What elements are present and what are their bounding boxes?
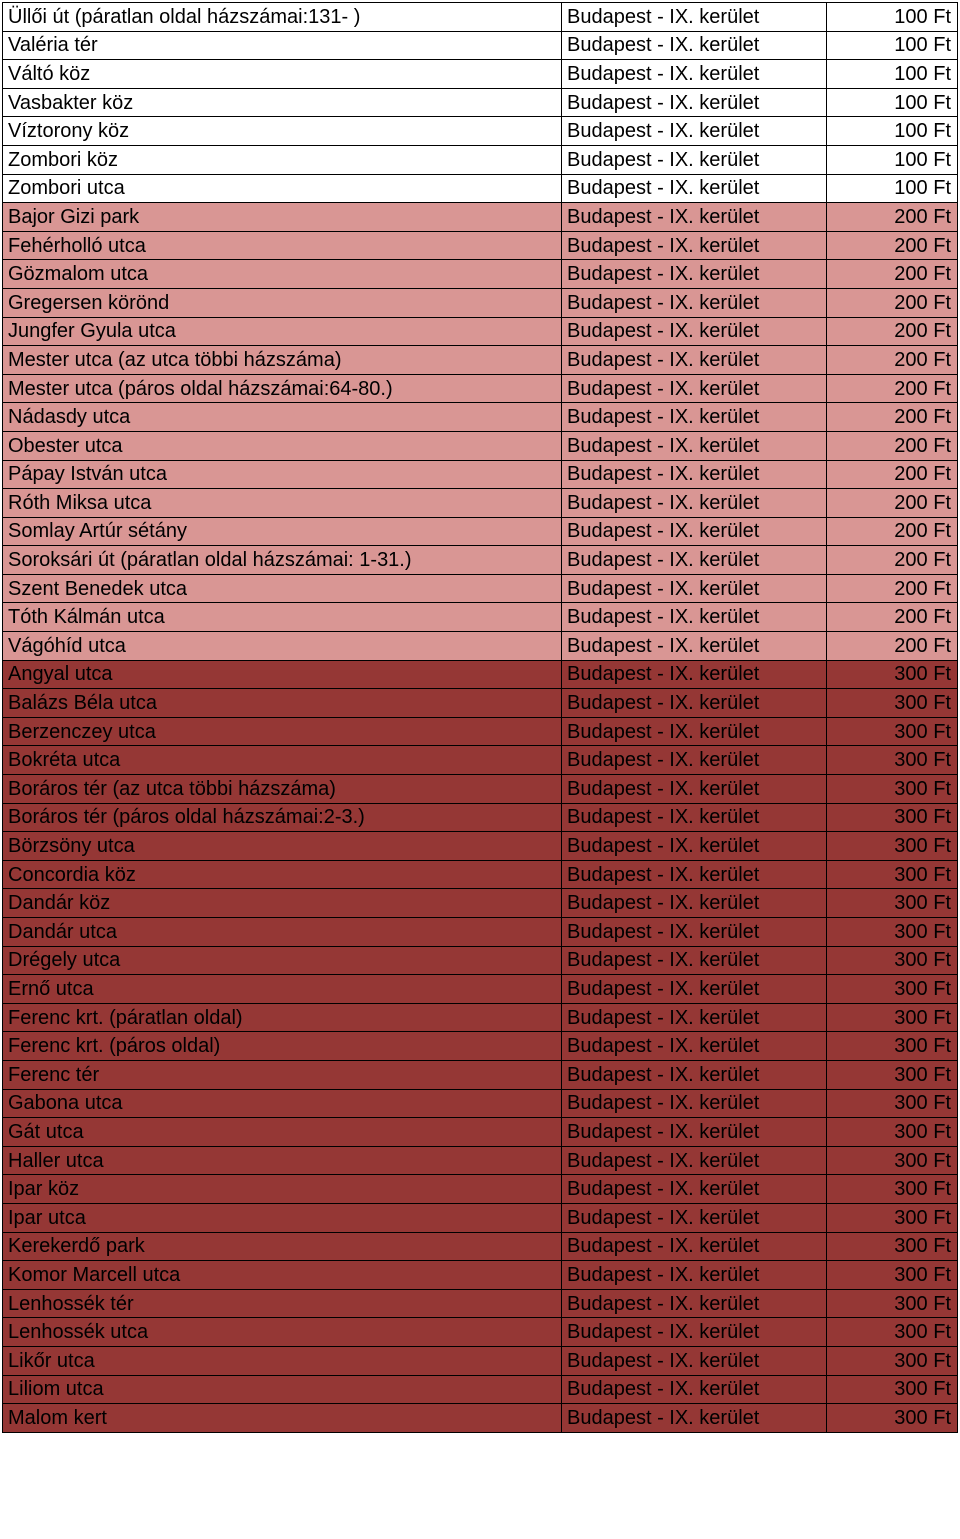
cell-district[interactable]: Budapest - IX. kerület (562, 1232, 827, 1261)
cell-street[interactable]: Tóth Kálmán utca (3, 603, 562, 632)
cell-street[interactable]: Váltó köz (3, 60, 562, 89)
cell-street[interactable]: Concordia köz (3, 860, 562, 889)
table-row (3, 1032, 958, 1061)
cell-district[interactable]: Budapest - IX. kerület (562, 1203, 827, 1232)
cell-price[interactable]: 300 Ft (827, 1346, 958, 1375)
table-row (3, 1060, 958, 1089)
table-row (3, 431, 958, 460)
cell-street[interactable]: Üllői út (páratlan oldal házszámai:131- ) (3, 3, 562, 32)
cell-district[interactable]: Budapest - IX. kerület (562, 117, 827, 146)
cell-street[interactable]: Somlay Artúr sétány (3, 517, 562, 546)
cell-district[interactable]: Budapest - IX. kerület (562, 1346, 827, 1375)
cell-price[interactable]: 300 Ft (827, 1003, 958, 1032)
cell-street[interactable]: Drégely utca (3, 946, 562, 975)
table-row (3, 717, 958, 746)
cell-district[interactable]: Budapest - IX. kerület (562, 1003, 827, 1032)
table-row (3, 31, 958, 60)
table-row (3, 803, 958, 832)
table-row (3, 1375, 958, 1404)
cell-street[interactable]: Fehérholló utca (3, 231, 562, 260)
cell-district[interactable]: Budapest - IX. kerület (562, 574, 827, 603)
cell-street[interactable]: Gregersen körönd (3, 288, 562, 317)
cell-price[interactable]: 300 Ft (827, 1404, 958, 1433)
table-row (3, 517, 958, 546)
cell-price[interactable]: 200 Ft (827, 460, 958, 489)
cell-street[interactable]: Ipar köz (3, 1175, 562, 1204)
cell-price[interactable]: 300 Ft (827, 660, 958, 689)
table-row (3, 374, 958, 403)
cell-district[interactable]: Budapest - IX. kerület (562, 517, 827, 546)
cell-price[interactable]: 200 Ft (827, 517, 958, 546)
cell-street[interactable]: Zombori utca (3, 174, 562, 203)
cell-district[interactable]: Budapest - IX. kerület (562, 1375, 827, 1404)
table-row (3, 1261, 958, 1290)
table-row (3, 689, 958, 718)
cell-price[interactable]: 300 Ft (827, 889, 958, 918)
table-row (3, 1318, 958, 1347)
cell-district[interactable]: Budapest - IX. kerület (562, 1118, 827, 1147)
cell-price[interactable]: 300 Ft (827, 1060, 958, 1089)
cell-street[interactable]: Boráros tér (páros oldal házszámai:2-3.) (3, 803, 562, 832)
cell-street[interactable]: Kerekerdő park (3, 1232, 562, 1261)
cell-district[interactable]: Budapest - IX. kerület (562, 174, 827, 203)
cell-price[interactable]: 100 Ft (827, 174, 958, 203)
table-row (3, 403, 958, 432)
cell-district[interactable]: Budapest - IX. kerület (562, 632, 827, 661)
table-row (3, 1404, 958, 1433)
cell-district[interactable]: Budapest - IX. kerület (562, 1032, 827, 1061)
table-row (3, 1118, 958, 1147)
cell-price[interactable]: 200 Ft (827, 288, 958, 317)
cell-price[interactable]: 200 Ft (827, 431, 958, 460)
cell-district[interactable]: Budapest - IX. kerület (562, 431, 827, 460)
cell-price[interactable]: 300 Ft (827, 1261, 958, 1290)
table-row (3, 145, 958, 174)
cell-street[interactable]: Haller utca (3, 1146, 562, 1175)
table-row (3, 88, 958, 117)
cell-street[interactable]: Balázs Béla utca (3, 689, 562, 718)
street-price-table (2, 2, 958, 1433)
cell-district[interactable]: Budapest - IX. kerület (562, 603, 827, 632)
table-row (3, 860, 958, 889)
cell-district[interactable]: Budapest - IX. kerület (562, 546, 827, 575)
table-row (3, 1289, 958, 1318)
cell-district[interactable]: Budapest - IX. kerület (562, 689, 827, 718)
cell-street[interactable]: Nádasdy utca (3, 403, 562, 432)
cell-street[interactable]: Ferenc krt. (páros oldal) (3, 1032, 562, 1061)
cell-street[interactable]: Bokréta utca (3, 746, 562, 775)
table-row (3, 660, 958, 689)
cell-district[interactable]: Budapest - IX. kerület (562, 1175, 827, 1204)
cell-price[interactable]: 300 Ft (827, 1289, 958, 1318)
cell-district[interactable]: Budapest - IX. kerület (562, 288, 827, 317)
cell-district[interactable]: Budapest - IX. kerület (562, 1146, 827, 1175)
table-row (3, 288, 958, 317)
table-row (3, 460, 958, 489)
cell-district[interactable]: Budapest - IX. kerület (562, 1318, 827, 1347)
cell-price[interactable]: 200 Ft (827, 489, 958, 518)
table-row (3, 117, 958, 146)
cell-street[interactable]: Róth Miksa utca (3, 489, 562, 518)
table-row (3, 1203, 958, 1232)
cell-price[interactable]: 200 Ft (827, 231, 958, 260)
table-row (3, 946, 958, 975)
cell-district[interactable]: Budapest - IX. kerület (562, 374, 827, 403)
cell-district[interactable]: Budapest - IX. kerület (562, 918, 827, 947)
cell-street[interactable]: Dandár utca (3, 918, 562, 947)
cell-street[interactable]: Szent Benedek utca (3, 574, 562, 603)
cell-price[interactable]: 300 Ft (827, 689, 958, 718)
table-row (3, 317, 958, 346)
table-row (3, 260, 958, 289)
cell-price[interactable]: 200 Ft (827, 317, 958, 346)
cell-price[interactable]: 100 Ft (827, 145, 958, 174)
table-row (3, 203, 958, 232)
cell-price[interactable]: 300 Ft (827, 946, 958, 975)
cell-district[interactable]: Budapest - IX. kerület (562, 860, 827, 889)
cell-street[interactable]: Gabona utca (3, 1089, 562, 1118)
cell-price[interactable]: 100 Ft (827, 117, 958, 146)
cell-price[interactable]: 300 Ft (827, 746, 958, 775)
cell-street[interactable]: Berzenczey utca (3, 717, 562, 746)
cell-price[interactable]: 100 Ft (827, 31, 958, 60)
table-row (3, 1346, 958, 1375)
cell-district[interactable]: Budapest - IX. kerület (562, 1404, 827, 1433)
cell-price[interactable]: 100 Ft (827, 88, 958, 117)
cell-price[interactable]: 300 Ft (827, 1089, 958, 1118)
cell-street[interactable]: Mester utca (az utca többi házszáma) (3, 346, 562, 375)
table-row (3, 1146, 958, 1175)
cell-district[interactable]: Budapest - IX. kerület (562, 231, 827, 260)
cell-district[interactable]: Budapest - IX. kerület (562, 832, 827, 861)
table-row (3, 231, 958, 260)
table-row (3, 1003, 958, 1032)
table-row (3, 1232, 958, 1261)
cell-street[interactable]: Gát utca (3, 1118, 562, 1147)
cell-price[interactable]: 300 Ft (827, 1146, 958, 1175)
cell-street[interactable]: Ipar utca (3, 1203, 562, 1232)
cell-price[interactable]: 200 Ft (827, 260, 958, 289)
cell-district[interactable]: Budapest - IX. kerület (562, 145, 827, 174)
cell-district[interactable]: Budapest - IX. kerület (562, 88, 827, 117)
cell-street[interactable]: Ferenc krt. (páratlan oldal) (3, 1003, 562, 1032)
cell-district[interactable]: Budapest - IX. kerület (562, 746, 827, 775)
cell-price[interactable]: 200 Ft (827, 374, 958, 403)
cell-street[interactable]: Lenhossék tér (3, 1289, 562, 1318)
cell-price[interactable]: 200 Ft (827, 203, 958, 232)
cell-district[interactable]: Budapest - IX. kerület (562, 203, 827, 232)
cell-price[interactable]: 200 Ft (827, 574, 958, 603)
cell-street[interactable]: Jungfer Gyula utca (3, 317, 562, 346)
cell-price[interactable]: 200 Ft (827, 403, 958, 432)
cell-street[interactable]: Lenhossék utca (3, 1318, 562, 1347)
cell-price[interactable]: 300 Ft (827, 775, 958, 804)
table-row (3, 174, 958, 203)
cell-district[interactable]: Budapest - IX. kerület (562, 260, 827, 289)
table-row (3, 574, 958, 603)
table-row (3, 1089, 958, 1118)
table-row (3, 3, 958, 32)
cell-street[interactable]: Ernő utca (3, 975, 562, 1004)
cell-price[interactable]: 300 Ft (827, 1375, 958, 1404)
cell-district[interactable]: Budapest - IX. kerület (562, 60, 827, 89)
table-row (3, 60, 958, 89)
cell-street[interactable]: Vágóhíd utca (3, 632, 562, 661)
cell-price[interactable]: 200 Ft (827, 632, 958, 661)
cell-district[interactable]: Budapest - IX. kerület (562, 889, 827, 918)
table-body (3, 3, 958, 1433)
cell-street[interactable]: Dandár köz (3, 889, 562, 918)
cell-price[interactable]: 300 Ft (827, 1118, 958, 1147)
cell-street[interactable]: Gözmalom utca (3, 260, 562, 289)
table-row (3, 346, 958, 375)
table-row (3, 603, 958, 632)
cell-district[interactable]: Budapest - IX. kerület (562, 3, 827, 32)
cell-street[interactable]: Víztorony köz (3, 117, 562, 146)
cell-street[interactable]: Vasbakter köz (3, 88, 562, 117)
cell-street[interactable]: Boráros tér (az utca többi házszáma) (3, 775, 562, 804)
cell-price[interactable]: 300 Ft (827, 975, 958, 1004)
cell-street[interactable]: Börzsöny utca (3, 832, 562, 861)
table-row (3, 746, 958, 775)
cell-price[interactable]: 300 Ft (827, 1175, 958, 1204)
table-row (3, 832, 958, 861)
cell-price[interactable]: 300 Ft (827, 717, 958, 746)
cell-district[interactable]: Budapest - IX. kerület (562, 31, 827, 60)
cell-district[interactable]: Budapest - IX. kerület (562, 346, 827, 375)
cell-price[interactable]: 300 Ft (827, 803, 958, 832)
cell-price[interactable]: 300 Ft (827, 1032, 958, 1061)
cell-district[interactable]: Budapest - IX. kerület (562, 946, 827, 975)
cell-price[interactable]: 200 Ft (827, 603, 958, 632)
cell-street[interactable]: Komor Marcell utca (3, 1261, 562, 1290)
cell-price[interactable]: 300 Ft (827, 832, 958, 861)
cell-district[interactable]: Budapest - IX. kerület (562, 1261, 827, 1290)
table-row (3, 775, 958, 804)
cell-price[interactable]: 100 Ft (827, 3, 958, 32)
cell-price[interactable]: 300 Ft (827, 860, 958, 889)
cell-district[interactable]: Budapest - IX. kerület (562, 460, 827, 489)
cell-price[interactable]: 200 Ft (827, 546, 958, 575)
cell-street[interactable]: Soroksári út (páratlan oldal házszámai: 1-31.) (3, 546, 562, 575)
table-row (3, 918, 958, 947)
cell-street[interactable]: Liliom utca (3, 1375, 562, 1404)
table-row (3, 632, 958, 661)
cell-district[interactable]: Budapest - IX. kerület (562, 717, 827, 746)
cell-district[interactable]: Budapest - IX. kerület (562, 489, 827, 518)
cell-district[interactable]: Budapest - IX. kerület (562, 1289, 827, 1318)
cell-price[interactable]: 300 Ft (827, 1318, 958, 1347)
table-row (3, 889, 958, 918)
table-row (3, 546, 958, 575)
cell-street[interactable]: Ferenc tér (3, 1060, 562, 1089)
cell-district[interactable]: Budapest - IX. kerület (562, 660, 827, 689)
cell-price[interactable]: 300 Ft (827, 918, 958, 947)
cell-street[interactable]: Obester utca (3, 431, 562, 460)
cell-price[interactable]: 300 Ft (827, 1232, 958, 1261)
cell-district[interactable]: Budapest - IX. kerület (562, 775, 827, 804)
cell-street[interactable]: Likőr utca (3, 1346, 562, 1375)
cell-street[interactable]: Valéria tér (3, 31, 562, 60)
cell-district[interactable]: Budapest - IX. kerület (562, 803, 827, 832)
cell-street[interactable]: Malom kert (3, 1404, 562, 1433)
cell-district[interactable]: Budapest - IX. kerület (562, 975, 827, 1004)
cell-district[interactable]: Budapest - IX. kerület (562, 317, 827, 346)
table-row (3, 975, 958, 1004)
cell-price[interactable]: 300 Ft (827, 1203, 958, 1232)
cell-district[interactable]: Budapest - IX. kerület (562, 1089, 827, 1118)
cell-street[interactable]: Mester utca (páros oldal házszámai:64-80.) (3, 374, 562, 403)
table-row (3, 1175, 958, 1204)
table-row (3, 489, 958, 518)
cell-street[interactable]: Zombori köz (3, 145, 562, 174)
cell-street[interactable]: Angyal utca (3, 660, 562, 689)
cell-price[interactable]: 100 Ft (827, 60, 958, 89)
cell-district[interactable]: Budapest - IX. kerület (562, 403, 827, 432)
cell-district[interactable]: Budapest - IX. kerület (562, 1060, 827, 1089)
cell-price[interactable]: 200 Ft (827, 346, 958, 375)
cell-street[interactable]: Bajor Gizi park (3, 203, 562, 232)
cell-street[interactable]: Pápay István utca (3, 460, 562, 489)
